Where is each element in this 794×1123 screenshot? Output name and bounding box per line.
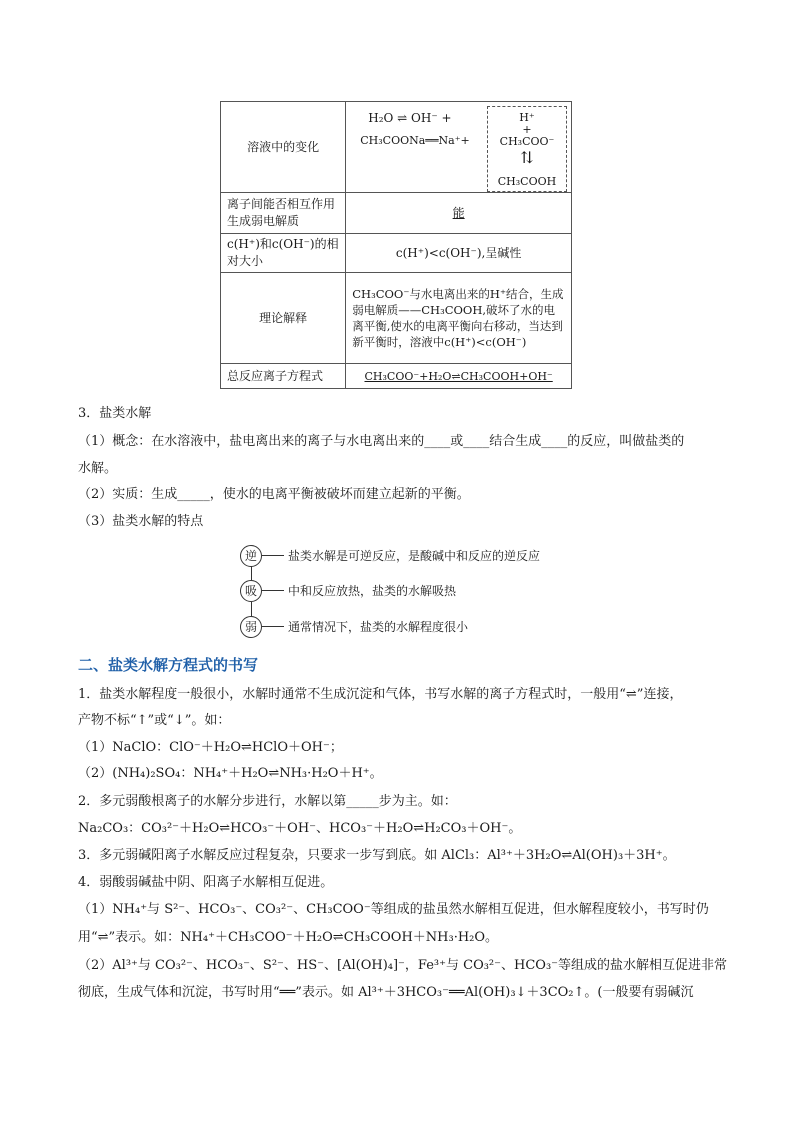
paragraph: 彻底，生成气体和沉淀，书写时用“══”表示。如 Al³⁺＋3HCO₃⁻══Al(OH)₃↓＋3CO₂↑。(一般要有弱碱沉: [78, 985, 694, 1000]
row-value: [346, 193, 572, 234]
feature-item: [240, 545, 580, 567]
connector-line: [251, 566, 252, 580]
paragraph: （1）概念：在水溶液中，盐电离出来的离子与水电离出来的____或____结合生成____的反应，叫做盐类的: [78, 434, 685, 449]
connector-line: [251, 602, 252, 616]
paragraph: （2）实质：生成_____，使水的电离平衡被破坏而建立起新的平衡。: [78, 487, 470, 502]
row-value: [346, 364, 572, 389]
section-title: 3．盐类水解: [78, 406, 152, 421]
connector: [262, 590, 284, 591]
row-label: 溶液中的变化: [221, 102, 346, 193]
row-label: c(H⁺)和c(OH⁻)的相对大小: [221, 234, 346, 273]
answer: 能: [452, 205, 465, 220]
paragraph: 用“⇌”表示。如：NH₄⁺＋CH₃COO⁻＋H₂O⇌CH₃COOH＋NH₃·H₂O。: [78, 930, 499, 945]
hydrolysis-table: [220, 101, 572, 389]
paragraph: 2．多元弱酸根离子的水解分步进行，水解以第_____步为主。如：: [78, 794, 457, 809]
box-h: H⁺: [519, 111, 535, 124]
paragraph: 4．弱酸弱碱盐中阴、阳离子水解相互促进。: [78, 875, 334, 890]
box-product: CH₃COOH: [497, 175, 557, 188]
paragraph: Na₂CO₃：CO₃²⁻＋H₂O⇌HCO₃⁻＋OH⁻、HCO₃⁻＋H₂O⇌H₂CO₃＋OH⁻。: [78, 821, 522, 836]
row-label: 离子间能否相互作用生成弱电解质: [221, 193, 346, 234]
feature-char: 逆: [240, 545, 262, 567]
row-label: 总反应离子方程式: [221, 364, 346, 389]
row-value: CH₃COO⁻与水电离出来的H⁺结合，生成弱电解质——CH₃COOH,破坏了水的电离平衡,使水的电离平衡向右移动，当达到新平衡时，溶液中c(H⁺)<c(OH⁻): [346, 273, 572, 364]
connector: [262, 626, 284, 627]
feature-text: 中和反应放热，盐类的水解吸热: [288, 584, 457, 598]
feature-text: 通常情况下，盐类的水解程度很小: [288, 620, 469, 634]
answer: CH₃COO⁻+H₂O⇌CH₃COOH+OH⁻: [364, 369, 553, 383]
row-value: c(H⁺)<c(OH⁻),呈碱性: [346, 234, 572, 273]
feature-text: 盐类水解是可逆反应，是酸碱中和反应的逆反应: [288, 549, 541, 563]
paragraph: （2）(NH₄)₂SO₄：NH₄⁺＋H₂O⇌NH₃·H₂O＋H⁺。: [78, 766, 383, 781]
paragraph: （2）Al³⁺与 CO₃²⁻、HCO₃⁻、S²⁻、HS⁻、[Al(OH)₄]⁻，Fe³⁺与 CO₃²⁻、HCO₃⁻等组成的盐水解相互促进非常: [78, 958, 728, 973]
connector: [262, 555, 284, 556]
paragraph: 3．多元弱碱阳离子水解反应过程复杂，只要求一步写到底。如 AlCl₃：Al³⁺＋3H₂O⇌Al(OH)₃＋3H⁺。: [78, 848, 676, 863]
eq-salt: CH₃COONa══Na⁺+: [360, 134, 470, 147]
equilibrium-arrow-icon: ⇅: [520, 148, 534, 167]
feature-item: [240, 580, 580, 602]
section-heading: 二、盐类水解方程式的书写: [78, 656, 259, 674]
box-plus: +: [522, 123, 532, 136]
row-value: [346, 102, 572, 193]
paragraph: 产物不标“↑”或“↓”。如：: [78, 713, 231, 728]
feature-char: 吸: [240, 580, 262, 602]
box-acetate: CH₃COO⁻: [499, 135, 555, 148]
paragraph: （1）NH₄⁺与 S²⁻、HCO₃⁻、CO₃²⁻、CH₃COO⁻等组成的盐虽然水解相互促进，但水解程度较小，书写时仍: [78, 902, 709, 917]
paragraph: （1）NaClO：ClO⁻＋H₂O⇌HClO＋OH⁻；: [78, 740, 343, 755]
eq-water: H₂O ⇌ OH⁻ +: [368, 111, 452, 125]
paragraph: （3）盐类水解的特点: [78, 514, 204, 529]
dashed-box: [487, 106, 567, 192]
feature-char: 弱: [240, 616, 262, 638]
row-label: 理论解释: [221, 273, 346, 364]
feature-item: [240, 616, 580, 638]
paragraph: 水解。: [78, 461, 118, 476]
paragraph: 1．盐类水解程度一般很小，水解时通常不生成沉淀和气体，书写水解的离子方程式时，一般用“⇌”连接，: [78, 687, 683, 702]
